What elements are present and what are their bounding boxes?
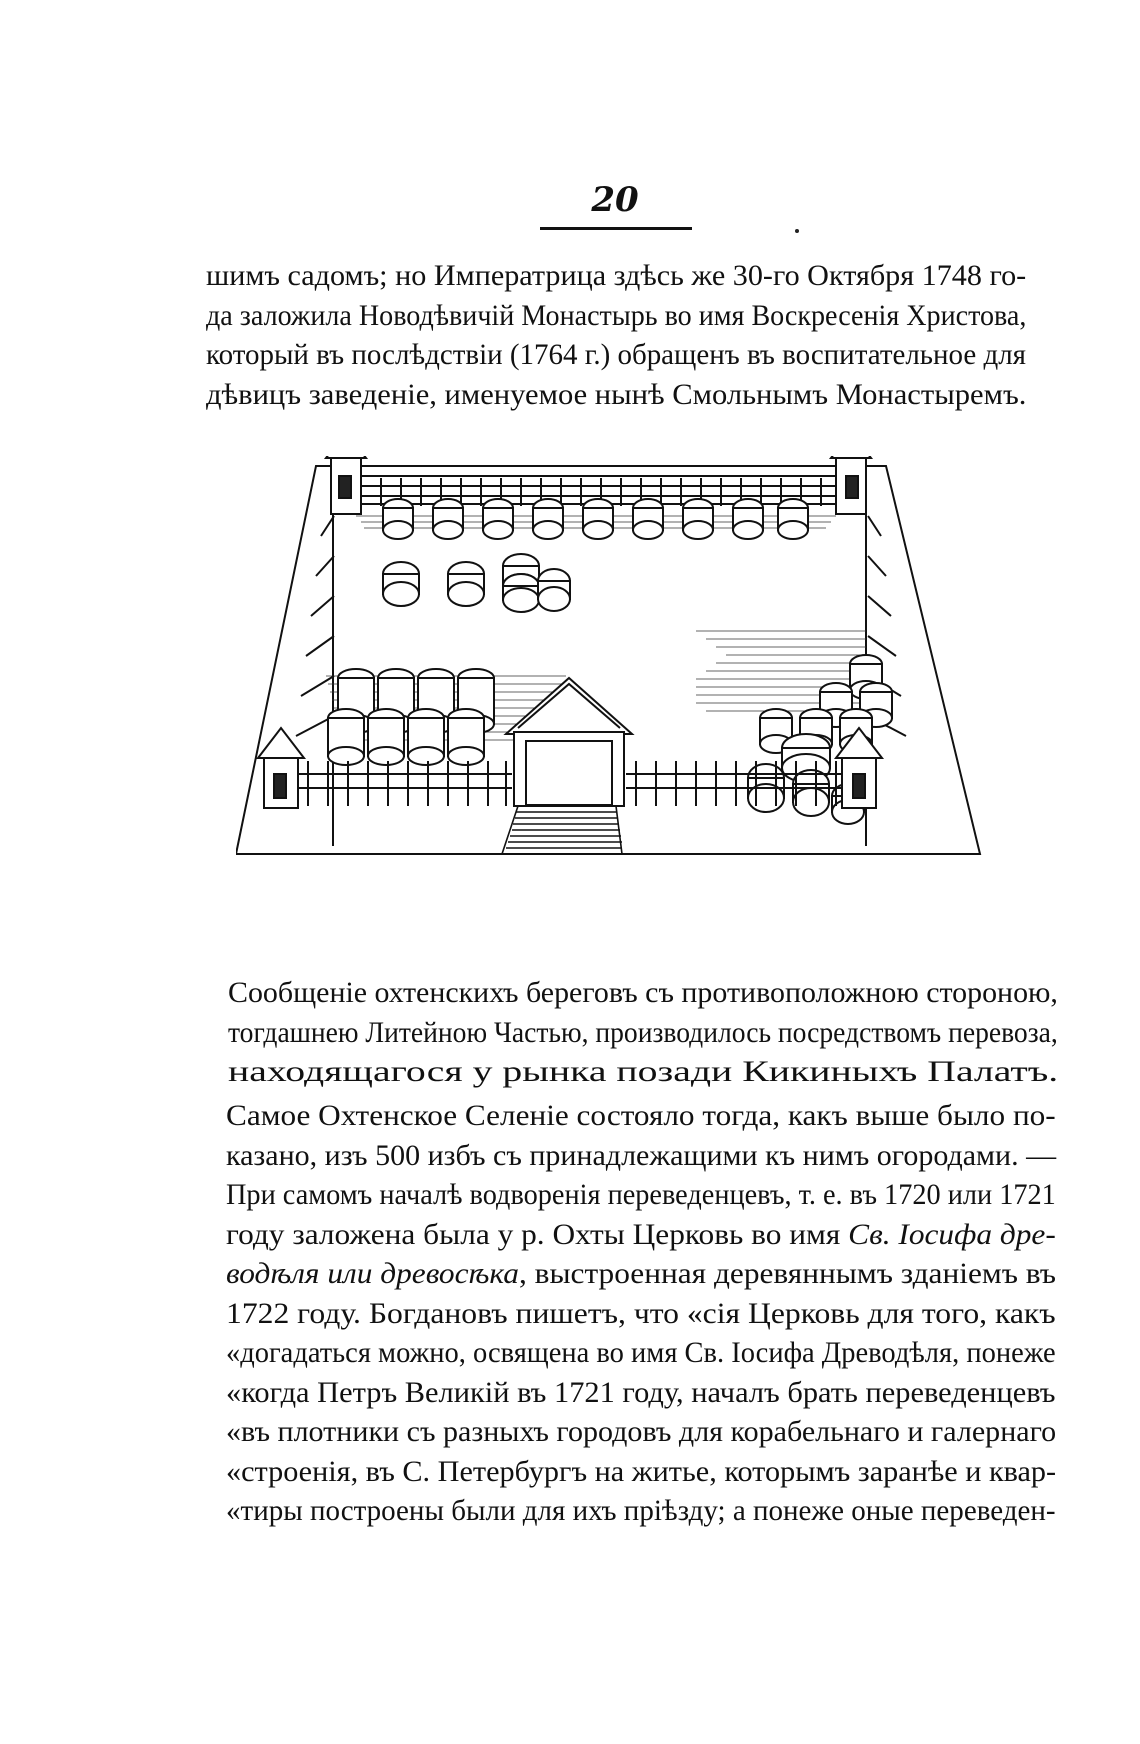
ink-speck <box>795 229 799 233</box>
yard-illustration <box>236 456 1030 956</box>
paragraph-1-line: дѣвицъ заведеніе, именуемое нынѣ Смольнымъ Монастыремъ. <box>206 377 1027 411</box>
paragraph-3-line: «въ плотники съ разныхъ городовъ для корабельнаго и галернаго <box>226 1415 1057 1448</box>
paragraph-3-line-mixed <box>226 1254 1094 1294</box>
paragraph-3-line: казано, изъ 500 избъ съ принадлежащими къ нимъ огородами. — <box>226 1138 1057 1172</box>
italic-word: древосѣка <box>380 1257 519 1290</box>
paragraph-2-line: находящагося у рынка позади Кикиныхъ Палатъ. <box>228 1055 1059 1088</box>
paragraph-2-line: тогдашнею Литейною Частью, производилось посредствомъ перевоза, <box>228 1015 1058 1049</box>
paragraph-1 <box>206 256 1026 414</box>
paragraph-3-line: Самое Охтенское Селеніе состояло тогда, какъ выше было по- <box>226 1099 1056 1132</box>
paragraph-3-line: «догадаться можно, освящена во имя Св. Іосифа Древодѣля, понеже <box>226 1336 1056 1369</box>
italic-word: водѣля <box>226 1257 320 1290</box>
paragraph-3-line-mixed <box>226 1215 1094 1255</box>
saint-name-italic: Св. Іосифа дре- <box>848 1217 1056 1251</box>
paragraph-1-line: да заложила Новодѣвичій Монастырь во имя Воскресенія Христова, <box>206 298 1027 332</box>
paragraph-3-line: «когда Петръ Великій въ 1721 году, началъ брать переведенцевъ <box>226 1375 1056 1409</box>
paragraph-3-line: 1722 году. Богдановъ пишетъ, что «сія Церковь для того, какъ <box>226 1296 1056 1330</box>
paragraph-3-line-text: , выстроенная деревяннымъ зданіемъ въ <box>518 1257 1057 1290</box>
paragraph-3-line: «строенія, въ С. Петербургъ на житье, которымъ заранѣе и квар- <box>226 1454 1057 1488</box>
paragraph-2 <box>228 973 1058 1092</box>
paragraph-3-line: При самомъ началѣ водворенія переведенцевъ, т. е. въ 1720 или 1721 <box>226 1178 1056 1211</box>
paragraph-2-line: Сообщеніе охтенскихъ береговъ съ противоположною стороною, <box>228 976 1058 1009</box>
paragraph-3-line: «тиры построены были для ихъ пріѣзду; а понеже оные переведен- <box>226 1494 1056 1527</box>
italic-word: или <box>327 1257 373 1290</box>
paragraph-3 <box>226 1096 1056 1531</box>
paragraph-1-line: который въ послѣдствіи (1764 г.) обращенъ въ воспитательное для <box>206 338 1026 371</box>
page-number-rule <box>540 227 692 230</box>
page-number: 20 <box>591 180 639 220</box>
paragraph-1-line: шимъ садомъ; но Императрица здѣсь же 30-го Октября 1748 го- <box>206 259 1027 292</box>
paragraph-3-line-text: году заложена была у р. Охты Церковь во имя <box>226 1217 841 1251</box>
